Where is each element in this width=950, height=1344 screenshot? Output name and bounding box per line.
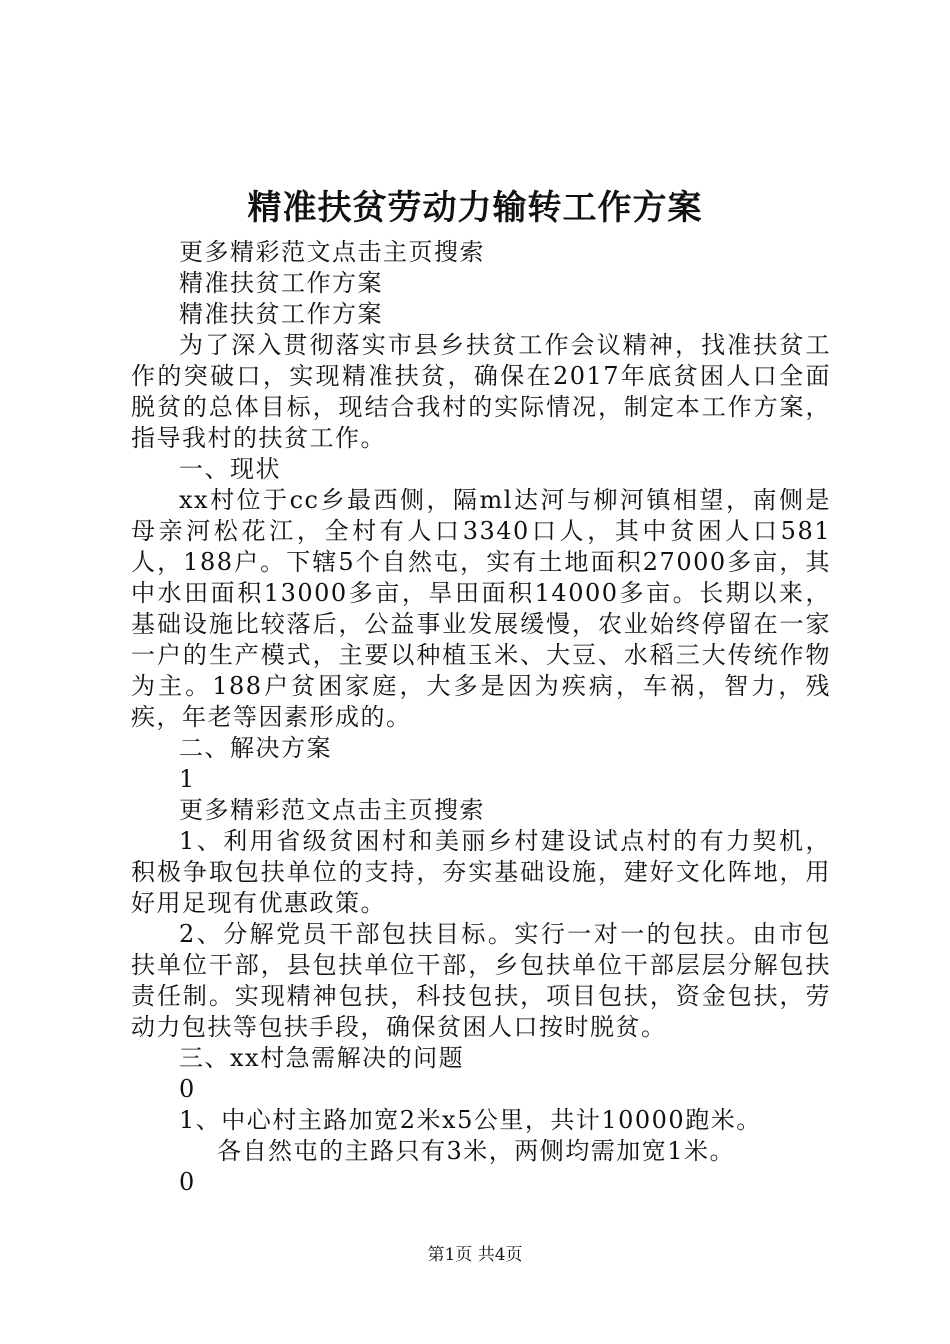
paragraph-solution-2: 2、分解党员干部包扶目标。实行一对一的包扶。由市包扶单位干部，县包扶单位干部，乡包扶单位干部层层分解包扶责任制。实现精神包扶，科技包扶，项目包扶，资金包扶，劳动力包扶等包扶手段，确保贫困人口按时脱贫。 xyxy=(131,920,831,1041)
paragraph-solution-1: 1、利用省级贫困村和美丽乡村建设试点村的有力契机，积极争取包扶单位的支持，夯实基础设施，建好文化阵地，用好用足现有优惠政策。 xyxy=(131,827,831,917)
paragraph-promo: 更多精彩范文点击主页搜索 xyxy=(179,796,485,824)
page-footer: 第1页 共4页 xyxy=(427,1245,523,1265)
paragraph-marker: 0 xyxy=(179,1168,196,1196)
section-heading-problems: 三、xx村急需解决的问题 xyxy=(179,1044,465,1072)
paragraph-problem-1: 1、中心村主路加宽2米x5公里，共计10000跑米。 xyxy=(179,1106,762,1134)
document-body xyxy=(131,237,831,1198)
document-title: 精准扶贫劳动力输转工作方案 xyxy=(247,188,703,228)
paragraph-intro: 为了深入贯彻落实市县乡扶贫工作会议精神，找准扶贫工作的突破口，实现精准扶贫，确保在2017年底贫困人口全面脱贫的总体目标，现结合我村的实际情况，制定本工作方案，指导我村的扶贫工作。 xyxy=(131,331,831,452)
paragraph-marker: 0 xyxy=(179,1075,196,1103)
paragraph-subtitle: 精准扶贫工作方案 xyxy=(179,269,383,297)
paragraph-marker: 1 xyxy=(179,765,196,793)
section-heading-status: 一、现状 xyxy=(179,455,281,483)
paragraph-promo: 更多精彩范文点击主页搜索 xyxy=(179,238,485,266)
paragraph-problem-1-detail: 各自然屯的主路只有3米，两侧均需加宽1米。 xyxy=(217,1137,736,1165)
paragraph-status: xx村位于cc乡最西侧，隔ml达河与柳河镇相望，南侧是母亲河松花江，全村有人口3340口人，其中贫困人口581人，188户。下辖5个自然屯，实有土地面积27000多亩，其中水田面积13000多亩，旱田面积14000多亩。长期以来，基础设施比较落后，公益事业发展缓慢，农业始终停留在一家一户的生产模式，主要以种植玉米、大豆、水稻三大传统作物为主。188户贫困家庭，大多是因为疾病，车祸，智力，残疾，年老等因素形成的。 xyxy=(131,486,831,731)
paragraph-subtitle: 精准扶贫工作方案 xyxy=(179,300,383,328)
section-heading-solution: 二、解决方案 xyxy=(179,734,332,762)
